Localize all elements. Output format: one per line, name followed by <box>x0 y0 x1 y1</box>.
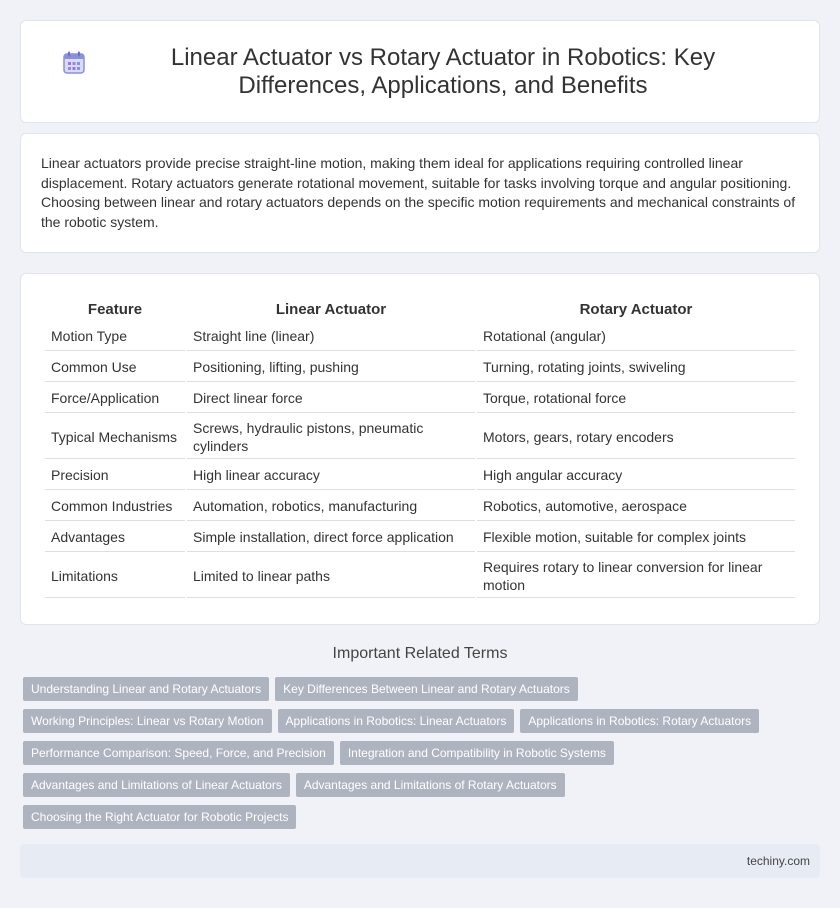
column-header: Feature <box>87 300 143 318</box>
related-term-tag[interactable]: Advantages and Limitations of Linear Actuators <box>23 773 290 797</box>
related-term-tag[interactable]: Advantages and Limitations of Rotary Actuators <box>296 773 565 797</box>
footer-site-link[interactable]: techiny.com <box>746 854 810 868</box>
table-header-row <box>45 296 795 320</box>
table-cell: Torque, rotational force <box>477 384 795 413</box>
table-cell: Simple installation, direct force application <box>187 523 475 552</box>
table-cell: Motors, gears, rotary encoders <box>477 415 795 459</box>
related-term-tag[interactable]: Choosing the Right Actuator for Robotic Projects <box>23 805 296 829</box>
table-row <box>45 384 795 413</box>
calendar-icon <box>61 50 87 76</box>
table-cell: Force/Application <box>45 384 185 413</box>
table-cell: Direct linear force <box>187 384 475 413</box>
table-cell: Turning, rotating joints, swiveling <box>477 353 795 382</box>
table-row <box>45 554 795 598</box>
related-terms-title: Important Related Terms <box>332 645 508 662</box>
table-row <box>45 353 795 382</box>
related-term-tag[interactable]: Key Differences Between Linear and Rotary Actuators <box>275 677 578 701</box>
column-header: Rotary Actuator <box>579 300 693 318</box>
table-cell: Motion Type <box>45 322 185 351</box>
tag-row <box>23 677 803 701</box>
intro-paragraph: Linear actuators provide precise straight-line motion, making them ideal for applications requiring controlled linear displacement. Rotary actuators generate rotational movement, suitable for tasks involving torque and angular positioning. Choosing between linear and rotary actuators depends on the specific motion requirements and mechanical constraints of the robotic system. <box>41 155 796 230</box>
table-cell: Straight line (linear) <box>187 322 475 351</box>
table-cell: Limited to linear paths <box>187 554 475 598</box>
table-cell: Typical Mechanisms <box>45 415 185 459</box>
table-cell: Positioning, lifting, pushing <box>187 353 475 382</box>
table-row <box>45 461 795 490</box>
related-term-tag[interactable]: Performance Comparison: Speed, Force, and Precision <box>23 741 334 765</box>
intro-card <box>20 133 820 253</box>
tag-row <box>23 805 803 829</box>
table-row <box>45 322 795 351</box>
title-wrap <box>21 44 819 100</box>
related-term-tag[interactable]: Working Principles: Linear vs Rotary Motion <box>23 709 272 733</box>
table-cell: Automation, robotics, manufacturing <box>187 492 475 521</box>
table-cell: Limitations <box>45 554 185 598</box>
footer <box>20 844 820 878</box>
comparison-table <box>43 294 797 600</box>
related-term-tag[interactable]: Applications in Robotics: Rotary Actuators <box>520 709 759 733</box>
related-term-tag[interactable]: Integration and Compatibility in Robotic Systems <box>340 741 614 765</box>
comparison-table-card <box>20 273 820 625</box>
column-header: Linear Actuator <box>275 300 387 318</box>
table-row <box>45 492 795 521</box>
table-row <box>45 523 795 552</box>
table-cell: Common Industries <box>45 492 185 521</box>
table-cell: Requires rotary to linear conversion for linear motion <box>477 554 795 598</box>
table-cell: Robotics, automotive, aerospace <box>477 492 795 521</box>
table-cell: Precision <box>45 461 185 490</box>
table-cell: Rotational (angular) <box>477 322 795 351</box>
tag-row <box>23 741 803 765</box>
table-cell: Common Use <box>45 353 185 382</box>
page-title: Linear Actuator vs Rotary Actuator in Robotics: Key Differences, Applications, and Benefits <box>170 43 716 99</box>
tag-row <box>23 773 803 797</box>
table-cell: Screws, hydraulic pistons, pneumatic cylinders <box>187 415 475 459</box>
related-term-tag[interactable]: Applications in Robotics: Linear Actuators <box>278 709 515 733</box>
table-cell: Advantages <box>45 523 185 552</box>
table-cell: Flexible motion, suitable for complex joints <box>477 523 795 552</box>
table-row <box>45 415 795 459</box>
title-card <box>20 20 820 123</box>
table-cell: High angular accuracy <box>477 461 795 490</box>
table-cell: High linear accuracy <box>187 461 475 490</box>
related-terms-list <box>23 677 803 837</box>
tag-row <box>23 709 803 733</box>
related-term-tag[interactable]: Understanding Linear and Rotary Actuators <box>23 677 269 701</box>
